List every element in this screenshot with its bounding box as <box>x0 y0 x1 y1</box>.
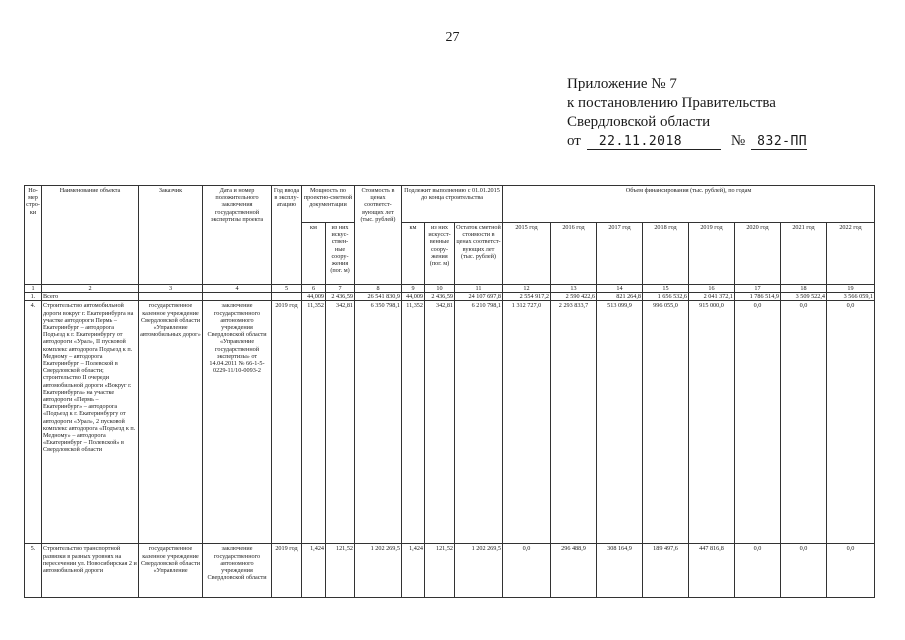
header-cost: Стоимость в ценах соответст-вующих лет (тыс. рублей) <box>355 186 402 285</box>
page-number: 27 <box>445 30 460 45</box>
header-year-2021: 2021 год <box>781 223 827 285</box>
row-object-name: Строительство транспортной развязки в разных уровнях на пересечении ул. Новосибирская 2 и автомобильной дороги <box>42 544 139 598</box>
row-fin-2019: 447 816,8 <box>689 544 735 598</box>
row-km: 1,424 <box>302 544 326 598</box>
empty-cell <box>203 293 272 301</box>
row-customer: государственное казенное учреждение Свердловской области «Управление автомобильных дорог» <box>139 301 203 544</box>
col-num: 4 <box>203 285 272 293</box>
row-art: 342,81 <box>326 301 355 544</box>
table-row <box>25 301 875 544</box>
header-year-2018: 2018 год <box>643 223 689 285</box>
header-rem-km: км <box>402 223 425 285</box>
total-value: 2 436,59 <box>425 293 455 301</box>
header-no: Но-мер стро-ки <box>25 186 42 285</box>
row-rem-cost: 6 210 798,1 <box>455 301 503 544</box>
appendix-block <box>567 75 807 151</box>
total-value: 44,009 <box>402 293 425 301</box>
row-fin-2022: 0,0 <box>827 544 875 598</box>
header-remaining: Подлежит выполнению с 01.01.2015 до конца строительства <box>402 186 503 223</box>
header-cap-art: из них искус-ствен-ные соору-жения (пог. м) <box>326 223 355 285</box>
row-fin-2017: 308 164,9 <box>597 544 643 598</box>
header-expertise: Дата и номер положительного заключения государственной экспертизы проекта <box>203 186 272 285</box>
header-rem-cost: Остаток сметной стоимости в ценах соответст-вующих лет (тыс. рублей) <box>455 223 503 285</box>
row-no: 4. <box>25 301 42 544</box>
empty-cell <box>139 293 203 301</box>
row-fin-2018: 996 055,0 <box>643 301 689 544</box>
col-num: 3 <box>139 285 203 293</box>
row-fin-2016: 2 293 833,7 <box>551 301 597 544</box>
total-value: 2 590 422,6 <box>551 293 597 301</box>
header-year-2015: 2015 год <box>503 223 551 285</box>
row-rem-art: 342,81 <box>425 301 455 544</box>
appendix-region: Свердловской области <box>567 114 711 130</box>
row-fin-2016: 296 488,9 <box>551 544 597 598</box>
row-customer: государственное казенное учреждение Свердловской области «Управление <box>139 544 203 598</box>
col-num: 11 <box>455 285 503 293</box>
header-year-2022: 2022 год <box>827 223 875 285</box>
header-name: Наименование объекта <box>42 186 139 285</box>
row-fin-2022: 0,0 <box>827 301 875 544</box>
row-fin-2015: 0,0 <box>503 544 551 598</box>
col-num: 5 <box>272 285 302 293</box>
total-label: Всего <box>42 293 139 301</box>
header-rem-art: из них искусст-венные соору-жения (пог. м) <box>425 223 455 285</box>
header-customer: Заказчик <box>139 186 203 285</box>
table-row <box>25 544 875 598</box>
col-num: 18 <box>781 285 827 293</box>
row-fin-2021: 0,0 <box>781 544 827 598</box>
row-cost: 6 350 798,1 <box>355 301 402 544</box>
col-num: 9 <box>402 285 425 293</box>
col-num: 6 <box>302 285 326 293</box>
header-year-2020: 2020 год <box>735 223 781 285</box>
col-num: 2 <box>42 285 139 293</box>
total-no: 1. <box>25 293 42 301</box>
total-value: 26 541 830,9 <box>355 293 402 301</box>
col-num: 7 <box>326 285 355 293</box>
row-rem-km: 11,352 <box>402 301 425 544</box>
row-rem-art: 121,52 <box>425 544 455 598</box>
header-year-2019: 2019 год <box>689 223 735 285</box>
total-value: 821 264,8 <box>597 293 643 301</box>
row-fin-2015: 1 312 727,0 <box>503 301 551 544</box>
row-year: 2019 год <box>272 544 302 598</box>
header-year-2016: 2016 год <box>551 223 597 285</box>
total-row <box>25 293 875 301</box>
row-object-name: Строительство автомобильной дороги вокруг г. Екатеринбурга на участке автодороги Пермь – Екатеринбург – автодорога Подъезд к г. Екатеринбургу от автодороги «Урал», II пусковой комплекс автодорога Подъезд к п. Медному – автодорога Екатеринбург – Полевской в Свердловской области; строительство II очереди автомобильной дороги «Вокруг г. Екатеринбурга» на участке автодороги «Пермь – Екатеринбург» – автодорога «Подъезд к г. Екатеринбургу от автодороги «Урал», 2 пусковой комплекс автодорога «Подъезд к п. Медному» – автодорога «Екатеринбург – Полевской» в Свердловской области <box>42 301 139 544</box>
number-sign: № <box>730 133 746 149</box>
col-num: 12 <box>503 285 551 293</box>
col-num: 8 <box>355 285 402 293</box>
header-year: Год ввода в эксплу-атацию <box>272 186 302 285</box>
row-km: 11,352 <box>302 301 326 544</box>
header-cap-km: км <box>302 223 326 285</box>
col-num: 13 <box>551 285 597 293</box>
row-fin-2021: 0,0 <box>781 301 827 544</box>
row-fin-2020: 0,0 <box>735 544 781 598</box>
total-value: 44,009 <box>302 293 326 301</box>
empty-cell <box>272 293 302 301</box>
row-rem-km: 1,424 <box>402 544 425 598</box>
decree-number: 832-ПП <box>751 134 807 150</box>
total-value: 1 656 532,6 <box>643 293 689 301</box>
appendix-decree: к постановлению Правительства <box>567 95 776 111</box>
total-value: 2 436,59 <box>326 293 355 301</box>
header-year-2017: 2017 год <box>597 223 643 285</box>
header-capacity: Мощность по проектно-сметной документации <box>302 186 355 223</box>
col-num: 19 <box>827 285 875 293</box>
col-num: 17 <box>735 285 781 293</box>
row-fin-2018: 189 497,6 <box>643 544 689 598</box>
total-value: 3 509 522,4 <box>781 293 827 301</box>
col-num: 15 <box>643 285 689 293</box>
row-fin-2019: 915 000,0 <box>689 301 735 544</box>
decree-date: 22.11.2018 <box>587 134 721 150</box>
row-rem-cost: 1 202 269,5 <box>455 544 503 598</box>
col-num: 10 <box>425 285 455 293</box>
col-num: 16 <box>689 285 735 293</box>
col-num: 14 <box>597 285 643 293</box>
total-value: 3 566 059,1 <box>827 293 875 301</box>
row-no: 5. <box>25 544 42 598</box>
total-value: 24 107 697,8 <box>455 293 503 301</box>
row-expertise: заключение государственного автономного учреждения Свердловской области <box>203 544 272 598</box>
financing-table <box>24 185 875 598</box>
row-cost: 1 202 269,5 <box>355 544 402 598</box>
row-art: 121,52 <box>326 544 355 598</box>
column-numbers-row <box>25 285 875 293</box>
col-num: 1 <box>25 285 42 293</box>
date-prefix: от <box>567 133 581 149</box>
header-financing: Объем финансирования (тыс. рублей), по годам <box>503 186 875 223</box>
appendix-title: Приложение № 7 <box>567 76 677 92</box>
row-fin-2017: 513 099,9 <box>597 301 643 544</box>
row-expertise: заключение государственного автономного учреждения Свердловской области «Управление государственной экспертизы» от 14.04.2011 № 66-1-5-0229-11/10-0093-2 <box>203 301 272 544</box>
total-value: 1 786 514,9 <box>735 293 781 301</box>
total-value: 2 041 372,1 <box>689 293 735 301</box>
row-fin-2020: 0,0 <box>735 301 781 544</box>
total-value: 2 554 917,2 <box>503 293 551 301</box>
appendix-date-line <box>567 132 807 151</box>
row-year: 2019 год <box>272 301 302 544</box>
